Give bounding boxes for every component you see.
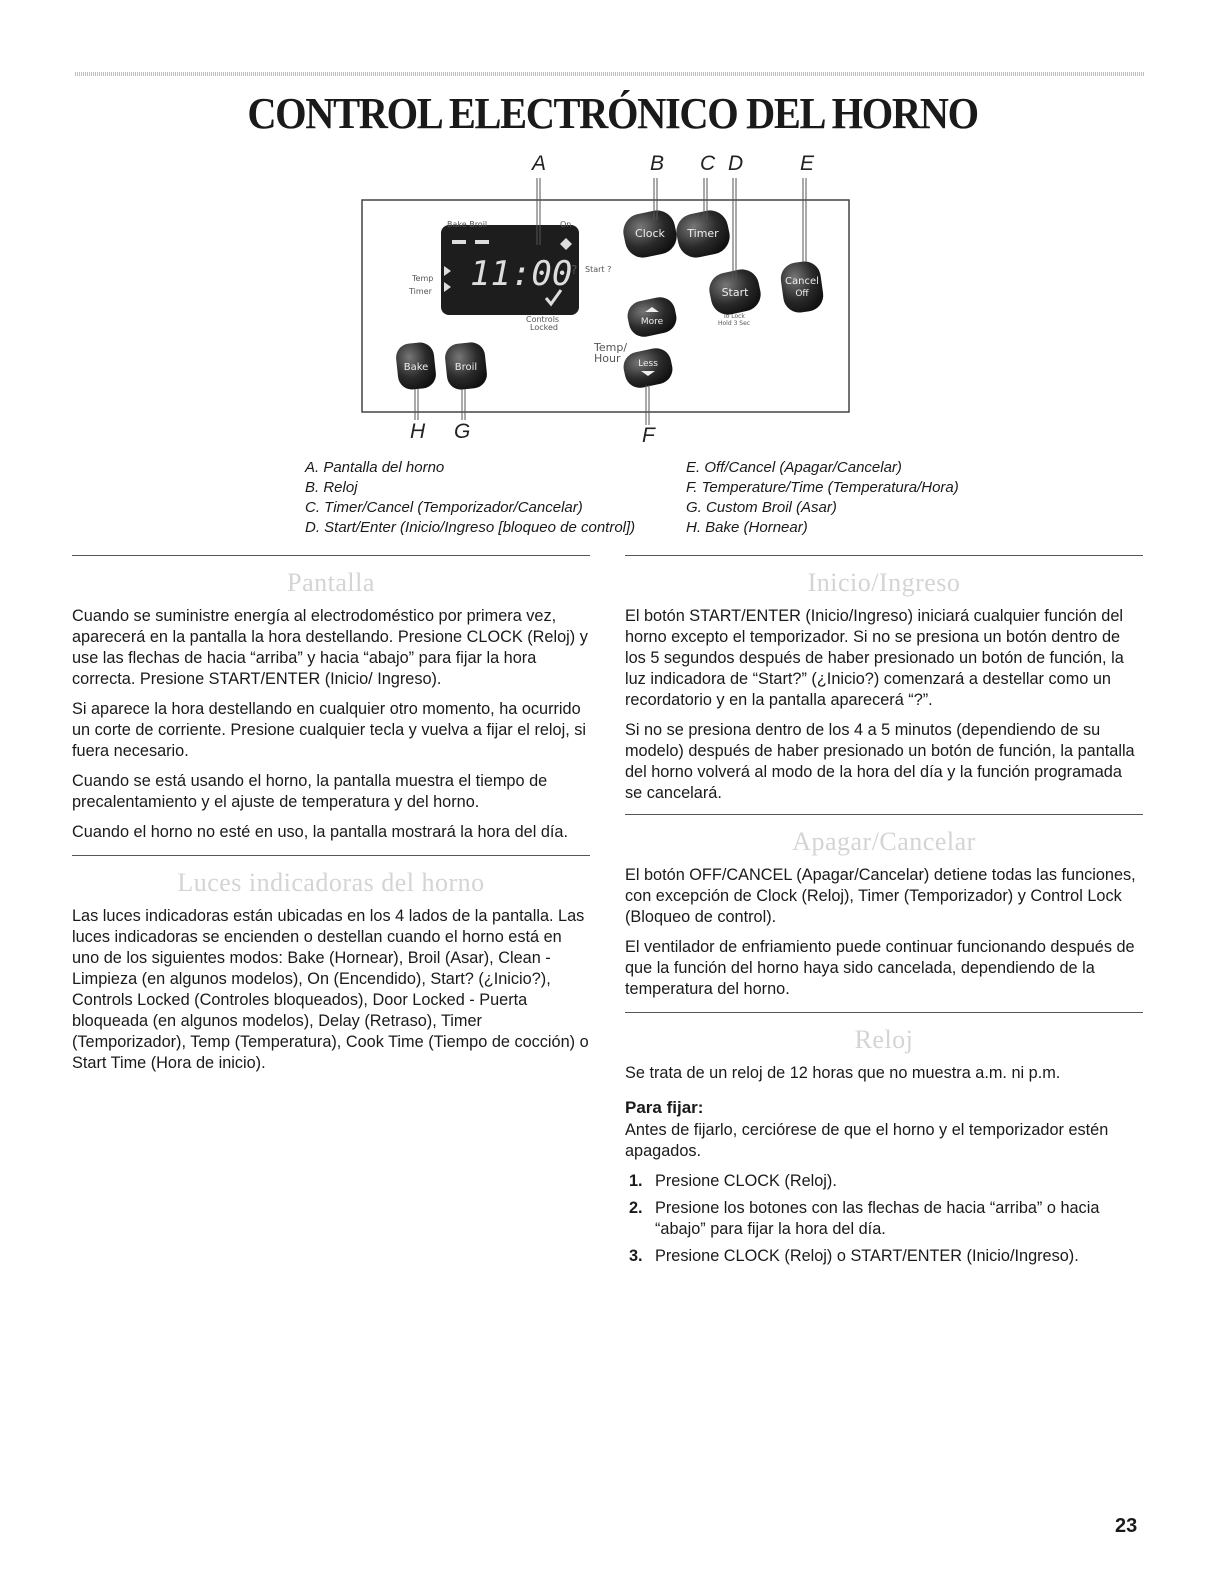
paragraph: El ventilador de enfriamiento puede continuar funcionando después de que la función del horno haya sido cancelada, dependiendo de la temperatura del horno. <box>625 938 1135 998</box>
section-divider <box>72 555 590 556</box>
paragraph: Antes de fijarlo, cerciórese de que el horno y el temporizador estén apagados. <box>625 1121 1109 1160</box>
page-number: 23 <box>1115 1515 1138 1537</box>
cancel-off-button[interactable] <box>779 259 826 314</box>
paragraph: Cuando se suministre energía al electrodoméstico por primera vez, aparecerá en la pantalla la hora destellando. Presione CLOCK (Reloj) y use las flechas de hacia “arriba” y hacia “abajo” para fijar la hora correcta. Presione START/ENTER (Inicio/ Ingreso). <box>72 607 588 688</box>
panel-outline <box>362 200 849 412</box>
callout-d: D <box>728 152 744 175</box>
section-divider <box>72 855 590 856</box>
svg-text:?: ? <box>571 263 578 277</box>
callout-g: G <box>454 420 471 443</box>
legend-item: H. Bake (Hornear) <box>686 519 808 536</box>
label-start: Start ? <box>585 265 612 274</box>
legend-item: D. Start/Enter (Inicio/Ingreso [bloqueo de control]) <box>305 519 636 536</box>
section-title-apagar: Apagar/Cancelar <box>792 827 976 856</box>
clock-button[interactable] <box>620 207 680 261</box>
svg-text:Bake: Bake <box>403 362 429 373</box>
page-title: CONTROL ELECTRÓNICO DEL HORNO <box>247 89 978 138</box>
svg-text:Broil: Broil <box>454 362 478 373</box>
callout-b: B <box>650 152 665 175</box>
list-item: 1. Presione CLOCK (Reloj). <box>629 1172 837 1190</box>
left-column <box>72 555 590 1083</box>
callout-c: C <box>700 152 716 175</box>
legend-item: A. Pantalla del horno <box>305 459 445 476</box>
label-to-lock: To Lock <box>723 313 745 320</box>
label-temp-hour-2: Hour <box>594 352 621 365</box>
paragraph: Las luces indicadoras están ubicadas en los 4 lados de la pantalla. Las luces indicadoras se encienden o destellan cuando el horno está en uno de los siguientes modos: Bake (Hornear), Broil (Asar), Clean - Limpieza (en algunos modelos), On (Encendido), Start? (¿Inicio?), Controls Locked (Controles bloqueados), Door Locked - Puerta bloqueada (en algunos modelos), Delay (Retraso), Timer (Temporizador), Temp (Temperatura), Cook Time (Tiempo de cocción) o Start Time (Hora de inicio). <box>72 907 589 1072</box>
section-title-luces: Luces indicadoras del horno <box>177 868 485 897</box>
callout-a: A <box>532 152 547 175</box>
callout-f: F <box>642 424 655 447</box>
svg-text:Clock: Clock <box>635 227 665 240</box>
display-time: 11:00 <box>470 254 573 294</box>
svg-text:Off: Off <box>795 289 809 299</box>
legend-right <box>686 458 959 538</box>
right-column <box>625 555 1143 1273</box>
svg-text:Timer: Timer <box>687 227 719 240</box>
list-item: 2. Presione los botones con las flechas de hacia “arriba” o hacia “abajo” para fijar la hora del día. <box>629 1199 1100 1238</box>
paragraph: Si aparece la hora destellando en cualquier otro momento, ha ocurrido un corte de corriente. Presione cualquier tecla y vuelva a fijar el reloj, si fuera necesario. <box>72 700 587 760</box>
svg-text:Start: Start <box>721 286 749 299</box>
broil-button[interactable] <box>444 341 489 391</box>
more-button[interactable] <box>625 294 679 339</box>
label-bake-broil: Bake Broil <box>447 220 488 229</box>
list-item: 3. Presione CLOCK (Reloj) o START/ENTER (Inicio/Ingreso). <box>629 1247 1079 1265</box>
section-divider <box>625 555 1143 556</box>
callout-h: H <box>410 420 426 443</box>
label-on: On <box>560 220 572 229</box>
steps-list <box>625 1171 1143 1267</box>
svg-text:Cancel: Cancel <box>785 276 819 287</box>
less-button[interactable] <box>621 345 675 390</box>
subhead-para-fijar: Para fijar: <box>625 1098 704 1117</box>
section-title-reloj: Reloj <box>854 1025 914 1054</box>
timer-button[interactable] <box>673 207 733 261</box>
label-controls: Controls <box>526 315 560 324</box>
section-title-inicio: Inicio/Ingreso <box>807 568 961 597</box>
label-locked: Locked <box>530 323 558 332</box>
paragraph: El botón START/ENTER (Inicio/Ingreso) iniciará cualquier función del horno excepto el temporizador. Si no se presiona un botón dentro de los 5 segundos después de haber presionado un botón de función, la luz indicadora de “Start?” (¿Inicio?) comenzará a destellar como un recordatorio y en la pantalla aparecerá “?”. <box>625 607 1124 709</box>
section-divider <box>625 1012 1143 1013</box>
paragraph: Cuando el horno no esté en uso, la pantalla mostrará la hora del día. <box>72 823 568 841</box>
label-temp-hour-1: Temp/ <box>594 341 628 354</box>
legend-item: B. Reloj <box>305 479 358 496</box>
label-timer: Timer <box>409 287 432 296</box>
callout-e: E <box>800 152 815 175</box>
label-temp: Temp <box>412 274 434 283</box>
svg-text:More: More <box>640 317 664 327</box>
paragraph: Si no se presiona dentro de los 4 a 5 minutos (dependiendo de su modelo) después de haber presionado un botón de función, la pantalla del horno volverá al modo de la hora del día y la función programada se cancelará. <box>625 721 1135 802</box>
bake-button[interactable] <box>395 341 438 391</box>
legend-item: G. Custom Broil (Asar) <box>686 499 837 516</box>
paragraph: Cuando se está usando el horno, la pantalla muestra el tiempo de precalentamiento y el ajuste de temperatura y del horno. <box>72 772 548 811</box>
svg-text:Less: Less <box>638 359 658 369</box>
label-hold: Hold 3 Sec <box>718 320 751 327</box>
legend-item: F. Temperature/Time (Temperatura/Hora) <box>686 479 959 496</box>
start-button[interactable] <box>706 266 764 317</box>
legend-item: E. Off/Cancel (Apagar/Cancelar) <box>686 459 902 476</box>
section-title-pantalla: Pantalla <box>287 568 375 597</box>
legend-item: C. Timer/Cancel (Temporizador/Cancelar) <box>305 499 583 516</box>
section-divider <box>625 814 1143 815</box>
paragraph: El botón OFF/CANCEL (Apagar/Cancelar) detiene todas las funciones, con excepción de Clock (Reloj), Timer (Temporizador) y Control Lock (Bloqueo de control). <box>625 866 1136 926</box>
legend-left <box>305 458 635 538</box>
paragraph: Se trata de un reloj de 12 horas que no muestra a.m. ni p.m. <box>625 1064 1061 1082</box>
